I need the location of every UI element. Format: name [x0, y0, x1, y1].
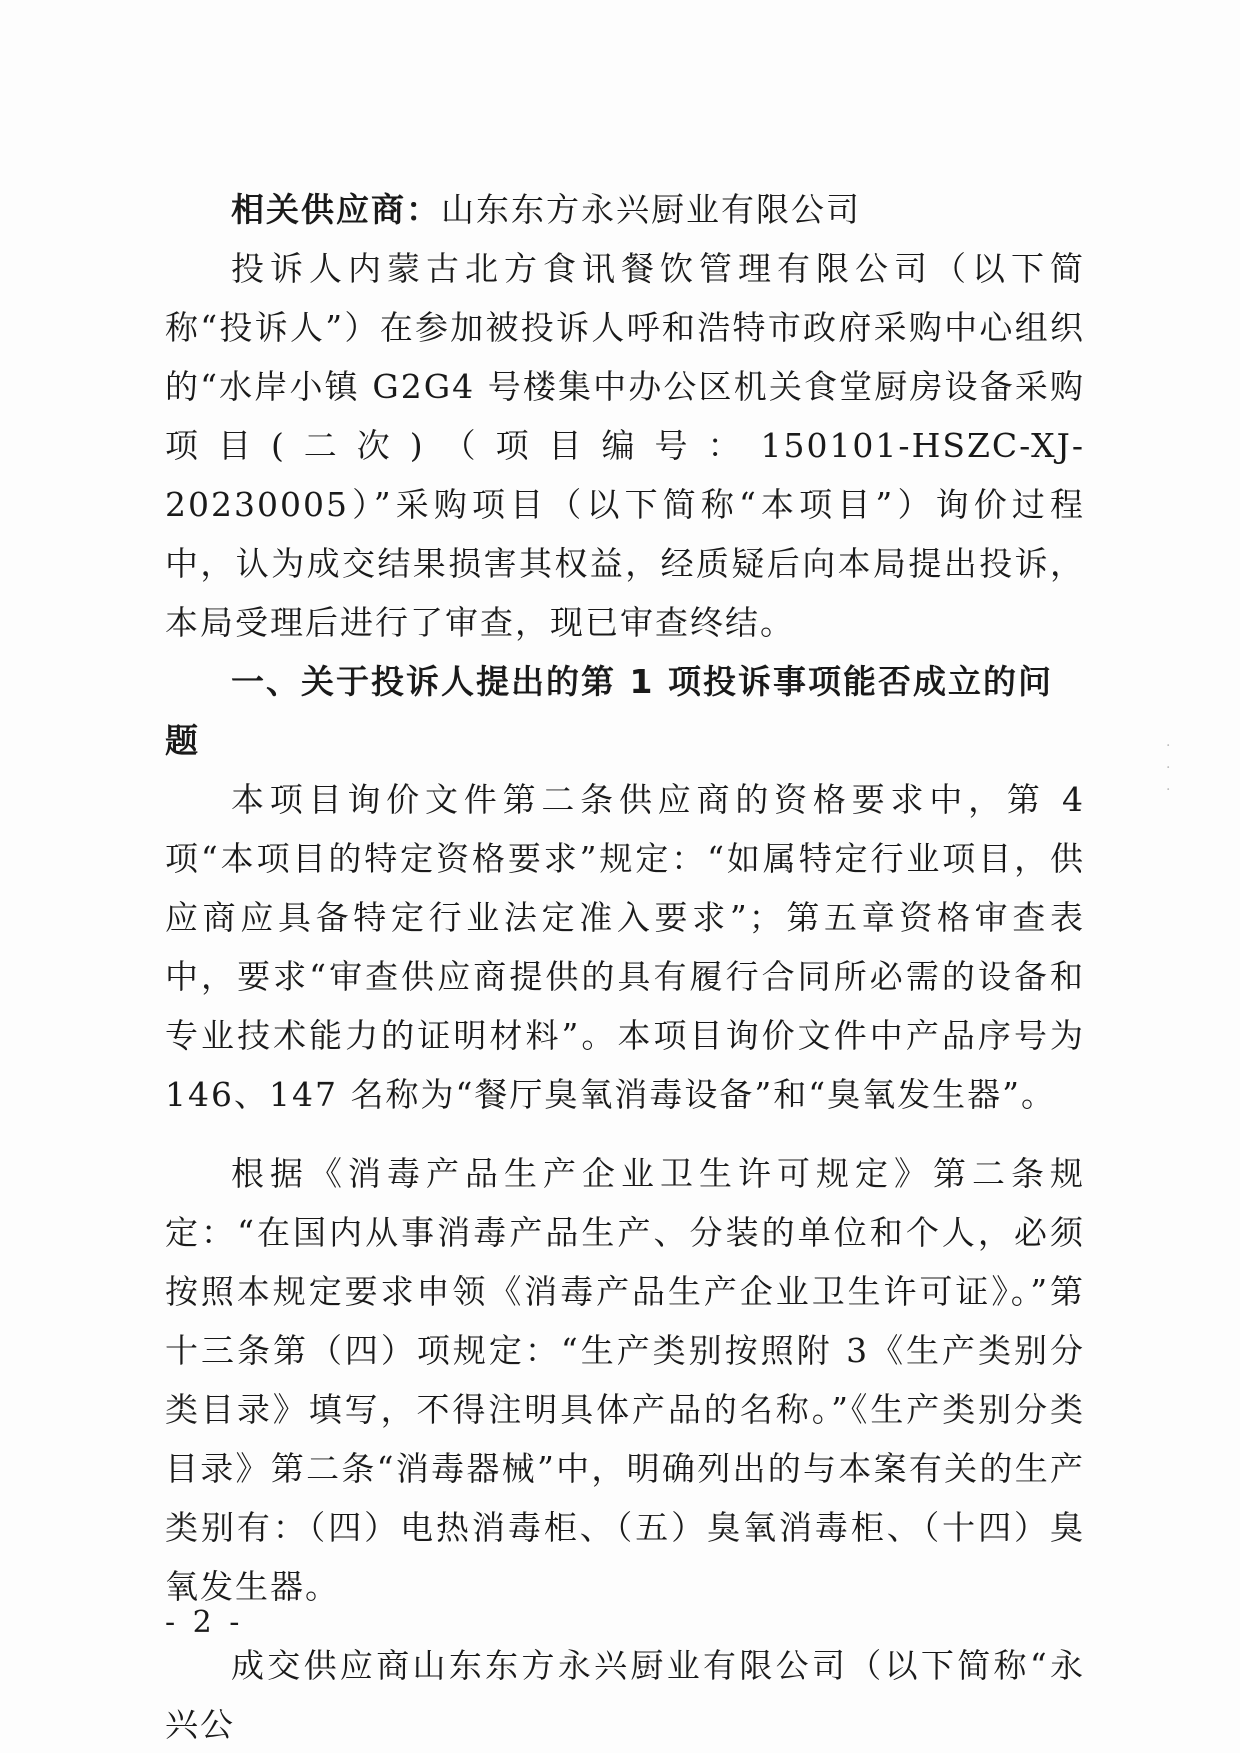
supplier-label: 相关供应商：: [231, 190, 441, 229]
paragraph-complaint-intro: 投诉人内蒙古北方食讯餐饮管理有限公司（以下简称“投诉人”）在参加被投诉人呼和浩特市政府采购中心组织的“水岸小镇 G2G4 号楼集中办公区机关食堂厨房设备采购项目(二次)（项目编号：150101-HSZC-XJ-20230005）”采购项目（以下简称“本项目”）询价过程中，认为成交结果损害其权益，经质疑后向本局提出投诉，本局受理后进行了审查，现已审查终结。: [165, 249, 1085, 642]
page-number: - 2 -: [165, 1605, 244, 1640]
supplier-value: 山东东方永兴厨业有限公司: [441, 190, 861, 229]
paragraph-regulation: 根据《消毒产品生产企业卫生许可规定》第二条规定：“在国内从事消毒产品生产、分装的单位和个人，必须按照本规定要求申领《消毒产品生产企业卫生许可证》。”第十三条第（四）项规定：“生产类别按照附 3《生产类别分类目录》填写，不得注明具体产品的名称。”《生产类别分类目录》第二条“消毒器械”中，明确列出的与本案有关的生产类别有：（四）电热消毒柜、（五）臭氧消毒柜、（十四）臭氧发生器。: [165, 1154, 1085, 1606]
supplier-line: [165, 180, 1085, 239]
document-body: [165, 180, 1085, 1754]
paragraph-winning-supplier: 成交供应商山东东方永兴厨业有限公司（以下简称“永兴公: [165, 1646, 1085, 1744]
scan-artifact: · · ·: [1166, 738, 1171, 798]
paragraph-qualification: 本项目询价文件第二条供应商的资格要求中，第 4 项“本项目的特定资格要求”规定：“如属特定行业项目，供应商应具备特定行业法定准入要求”；第五章资格审查表中，要求“审查供应商提供的具有履行合同所必需的设备和专业技术能力的证明材料”。本项目询价文件中产品序号为 146、147 名称为“餐厅臭氧消毒设备”和“臭氧发生器”。: [165, 780, 1085, 1114]
section-heading-1: 一、关于投诉人提出的第 1 项投诉事项能否成立的问题: [165, 662, 1053, 760]
